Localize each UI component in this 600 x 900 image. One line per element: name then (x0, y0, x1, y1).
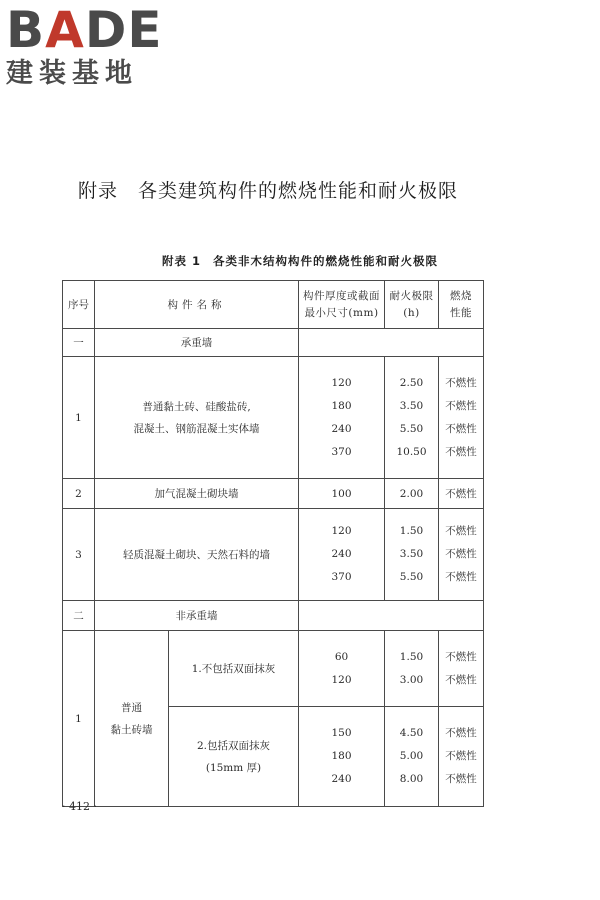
section-number: 二 (63, 601, 95, 631)
page-number: · 412 · (62, 800, 97, 813)
row-fire-limit: 2.50 3.50 5.50 10.50 (385, 357, 439, 479)
table-row (63, 479, 484, 509)
row-combustibility: 不燃性 不燃性 不燃性 不燃性 (439, 357, 484, 479)
table-caption (0, 253, 600, 269)
row-thickness: 100 (299, 479, 385, 509)
section-row-nonbearing (63, 601, 484, 631)
appendix-title-text: 各类建筑构件的燃烧性能和耐火极限 (138, 180, 459, 202)
header-name: 构件名称 (95, 281, 299, 329)
header-combustibility: 燃烧 性能 (439, 281, 484, 329)
table-row (63, 631, 484, 707)
header-number: 序号 (63, 281, 95, 329)
row-thickness: 150 180 240 (299, 707, 385, 807)
row-combustibility: 不燃性 不燃性 (439, 631, 484, 707)
row-combustibility: 不燃性 不燃性 不燃性 (439, 707, 484, 807)
row-thickness: 120 180 240 370 (299, 357, 385, 479)
appendix-label: 附录 (78, 180, 119, 202)
header-thickness: 构件厚度或截面 最小尺寸(mm) (299, 281, 385, 329)
row-fire-limit: 1.50 3.50 5.50 (385, 509, 439, 601)
table-caption-text: 各类非木结构构件的燃烧性能和耐火极限 (213, 254, 438, 268)
row-component-name: 加气混凝土砌块墙 (95, 479, 299, 509)
row-combustibility: 不燃性 (439, 479, 484, 509)
section-number: 一 (63, 329, 95, 357)
fire-resistance-table (62, 280, 484, 807)
row-fire-limit: 1.50 3.00 (385, 631, 439, 707)
row-sub-description: 1.不包括双面抹灰 (169, 631, 299, 707)
bade-logo (6, 1, 181, 90)
appendix-title (78, 176, 458, 203)
header-fire-limit: 耐火极限 (h) (385, 281, 439, 329)
table-header-row (63, 281, 484, 329)
row-fire-limit: 4.50 5.00 8.00 (385, 707, 439, 807)
table-row (63, 509, 484, 601)
section-row-bearing (63, 329, 484, 357)
logo-wordmark: BADE (6, 1, 163, 59)
logo-subtitle: 建装基地 (6, 58, 138, 89)
section-name: 承重墙 (95, 329, 299, 357)
row-component-name: 普通 黏土砖墙 (95, 631, 169, 807)
row-thickness: 60 120 (299, 631, 385, 707)
row-component-name: 轻质混凝土砌块、天然石料的墙 (95, 509, 299, 601)
row-thickness: 120 240 370 (299, 509, 385, 601)
section-name: 非承重墙 (95, 601, 299, 631)
row-fire-limit: 2.00 (385, 479, 439, 509)
logo-accent-letter: A (45, 1, 85, 59)
row-combustibility: 不燃性 不燃性 不燃性 (439, 509, 484, 601)
table-row (63, 357, 484, 479)
table-caption-label: 附表 1 (161, 254, 201, 268)
row-number: 2 (63, 479, 95, 509)
row-number: 1 (63, 357, 95, 479)
row-number: 1 (63, 631, 95, 807)
row-component-name: 普通黏土砖、硅酸盐砖, 混凝土、钢筋混凝土实体墙 (95, 357, 299, 479)
row-sub-description: 2.包括双面抹灰 (15mm 厚) (169, 707, 299, 807)
row-number: 3 (63, 509, 95, 601)
